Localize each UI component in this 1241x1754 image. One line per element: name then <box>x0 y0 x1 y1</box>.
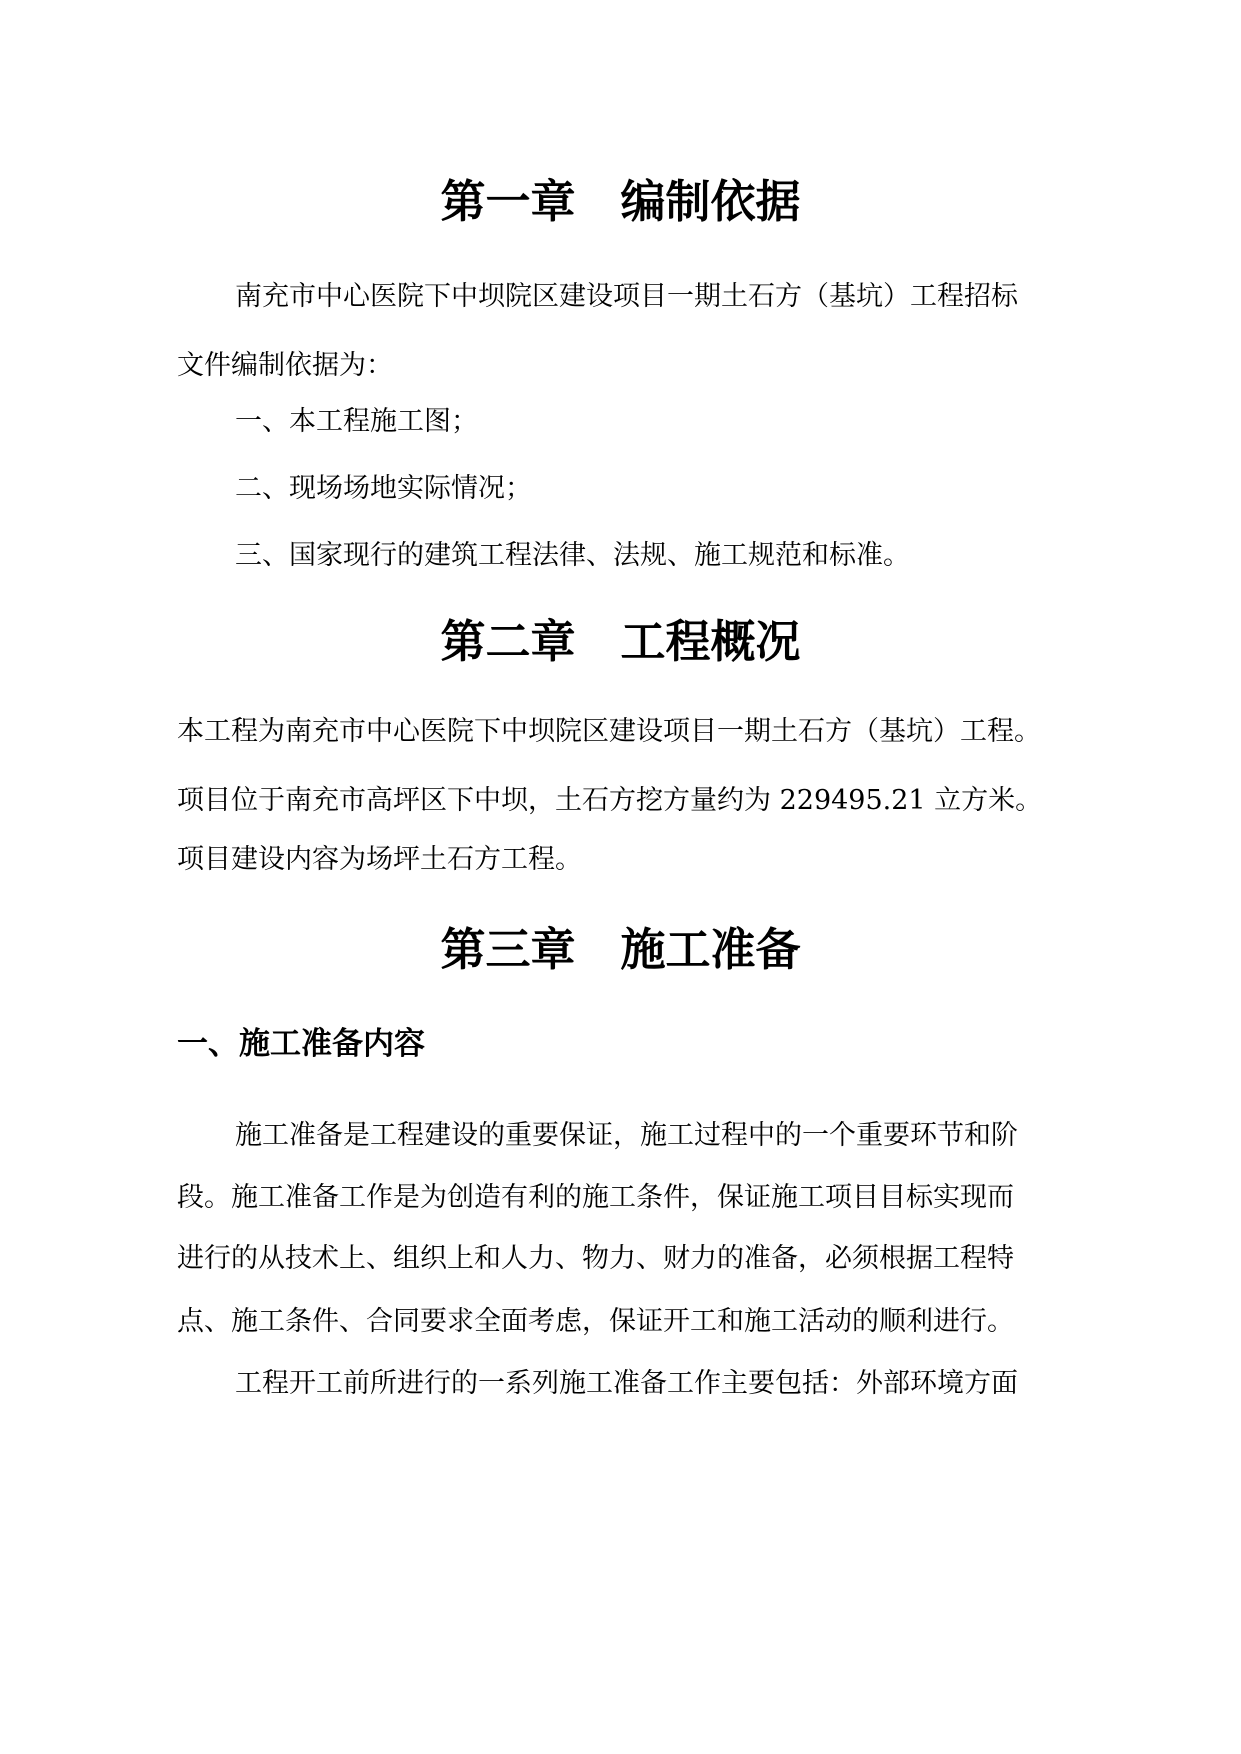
chapter-1-item-3: 三、国家现行的建筑工程法律、法规、施工规范和标准。 <box>235 540 910 571</box>
chapter-1-item-2: 二、现场场地实际情况； <box>235 473 532 504</box>
chapter-2-line-1: 本工程为南充市中心医院下中坝院区建设项目一期土石方（基坑）工程。 <box>177 716 1041 747</box>
chapter-3-para-1-line-1: 施工准备是工程建设的重要保证，施工过程中的一个重要环节和阶 <box>235 1120 1018 1151</box>
chapter-1-item-1: 一、本工程施工图； <box>235 406 478 437</box>
chapter-3-para-1-line-3: 进行的从技术上、组织上和人力、物力、财力的准备，必须根据工程特 <box>177 1243 1014 1274</box>
chapter-3-para-2-line-1: 工程开工前所进行的一系列施工准备工作主要包括：外部环境方面 <box>235 1368 1018 1399</box>
chapter-1-intro-line-1: 南充市中心医院下中坝院区建设项目一期土石方（基坑）工程招标 <box>235 281 1018 312</box>
chapter-3-para-1-line-4: 点、施工条件、合同要求全面考虑，保证开工和施工活动的顺利进行。 <box>177 1306 1014 1337</box>
chapter-3-para-1-line-2: 段。施工准备工作是为创造有利的施工条件，保证施工项目目标实现而 <box>177 1182 1014 1213</box>
chapter-2-line-2: 项目位于南充市高坪区下中坝，土石方挖方量约为 229495.21 立方米。 <box>177 785 1043 816</box>
chapter-2-line-3: 项目建设内容为场坪土石方工程。 <box>177 844 582 875</box>
chapter-2-title: 第二章 工程概况 <box>440 615 801 668</box>
chapter-1-title: 第一章 编制依据 <box>440 175 801 228</box>
chapter-1-intro-line-2: 文件编制依据为： <box>177 350 393 381</box>
chapter-3-title: 第三章 施工准备 <box>440 923 801 976</box>
section-title: 一、施工准备内容 <box>177 1026 425 1062</box>
